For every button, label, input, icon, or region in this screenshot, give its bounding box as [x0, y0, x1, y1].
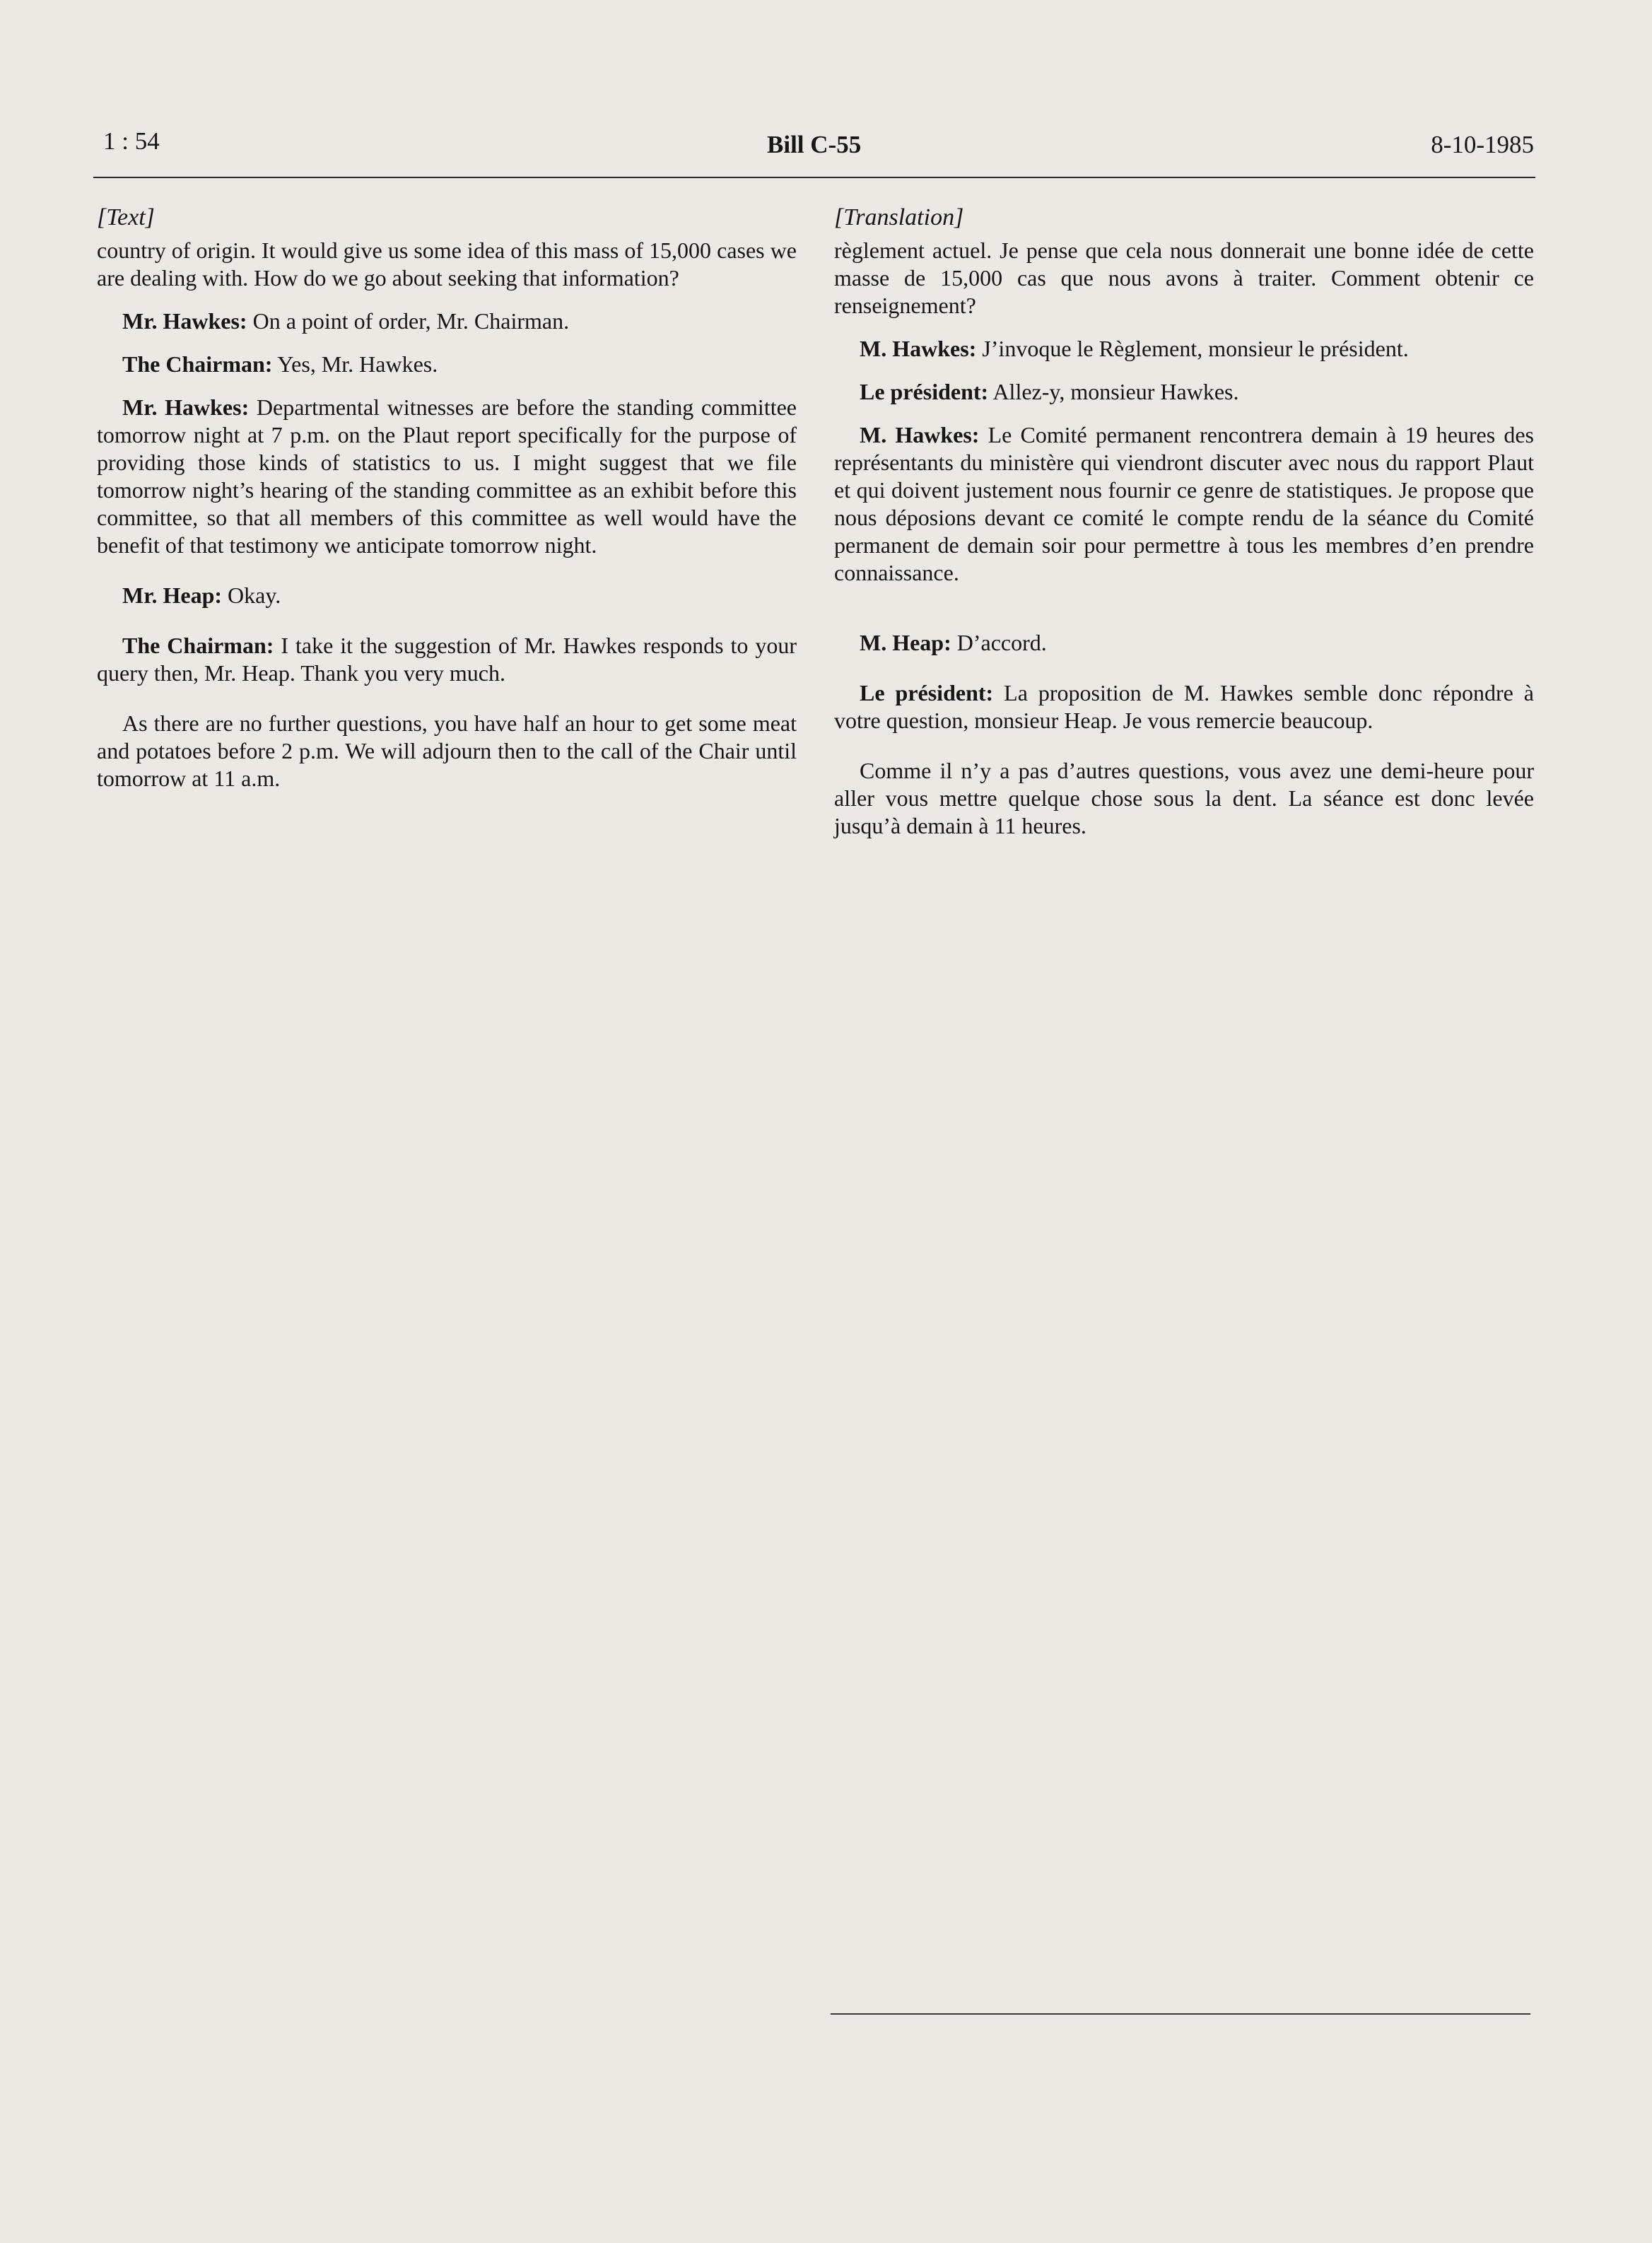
speech — [834, 629, 1534, 657]
speaker-name: Mr. Heap: — [122, 582, 223, 608]
footer-rule — [831, 2013, 1530, 2015]
column-label: [Translation] — [834, 204, 964, 230]
speech — [97, 351, 797, 378]
speaker-name: Le président: — [860, 379, 989, 404]
bill-title: Bill C-55 — [767, 131, 862, 158]
speaker-name: The Chairman: — [122, 351, 273, 377]
french-column — [834, 201, 1534, 840]
speech — [97, 308, 797, 335]
speech-text: J’invoque le Règlement, monsieur le président. — [976, 336, 1409, 361]
speaker-name: Mr. Hawkes: — [122, 308, 247, 334]
speech-text: Allez-y, monsieur Hawkes. — [988, 379, 1239, 404]
speech — [834, 679, 1534, 734]
speech-text: On a point of order, Mr. Chairman. — [247, 308, 570, 334]
speaker-name: M. Hawkes: — [860, 336, 977, 361]
page-header — [99, 127, 1534, 177]
speaker-name: M. Heap: — [860, 630, 951, 655]
speech — [97, 632, 797, 687]
speaker-name: M. Hawkes: — [860, 422, 980, 447]
speaker-name: Le président: — [860, 680, 994, 705]
speech-text: Yes, Mr. Hawkes. — [272, 351, 438, 377]
speech-text: D’accord. — [951, 630, 1047, 655]
paragraph: As there are no further questions, you have half an hour to get some meat and potatoes before 2 p.m. We will adjourn then to the call of the Chair until tomorrow at 11 a.m. — [97, 710, 797, 791]
paragraph: Comme il n’y a pas d’autres questions, vous avez une demi-heure pour aller vous mettre quelque chose sous la dent. La séance est donc levée jusqu’à demain à 11 heures. — [834, 758, 1534, 838]
speaker-name: The Chairman: — [122, 633, 274, 658]
paragraph: règlement actuel. Je pense que cela nous donnerait une bonne idée de cette masse de 15,000 cas que nous avons à traiter. Comment obtenir ce renseignement? — [834, 238, 1534, 318]
speaker-name: Mr. Hawkes: — [122, 394, 250, 420]
header-rule — [93, 177, 1535, 178]
speech — [97, 394, 797, 559]
paragraph: country of origin. It would give us some idea of this mass of 15,000 cases we are dealing with. How do we go about seeking that information? — [97, 238, 797, 291]
speech — [97, 582, 797, 609]
page-number: 1 : 54 — [103, 127, 160, 155]
english-column — [97, 201, 797, 792]
speech-text: I take it the suggestion of Mr. Hawkes responds to your query then, Mr. Heap. Thank you very much. — [97, 633, 797, 686]
speech — [834, 378, 1534, 406]
header-date: 8-10-1985 — [1431, 131, 1534, 158]
speech — [834, 421, 1534, 587]
column-label: [Text] — [97, 204, 155, 230]
speech-text: Okay. — [222, 582, 281, 608]
speech — [834, 335, 1534, 363]
speech-text: La proposition de M. Hawkes semble donc répondre à votre question, monsieur Heap. Je vous remercie beaucoup. — [834, 680, 1535, 733]
speech-text: Le Comité permanent rencontrera demain à 19 heures des représentants du ministère qui viendront discuter avec nous du rapport Plaut et qui doivent justement nous fournir ce genre de statistiques. Je propose que nous déposions devant ce comité le compte rendu de la séance du Comité permanent de demain soir pour permettre à tous les membres d’en prendre connaissance. — [834, 422, 1535, 585]
speech-text: Departmental witnesses are before the standing committee tomorrow night at 7 p.m. on the Plaut report specifically for the purpose of providing those kinds of statistics to us. I might suggest that we file tomorrow night’s hearing of the standing committee as an exhibit before this committee, so that all members of this committee as well would have the benefit of that testimony we anticipate tomorrow night. — [97, 394, 797, 558]
